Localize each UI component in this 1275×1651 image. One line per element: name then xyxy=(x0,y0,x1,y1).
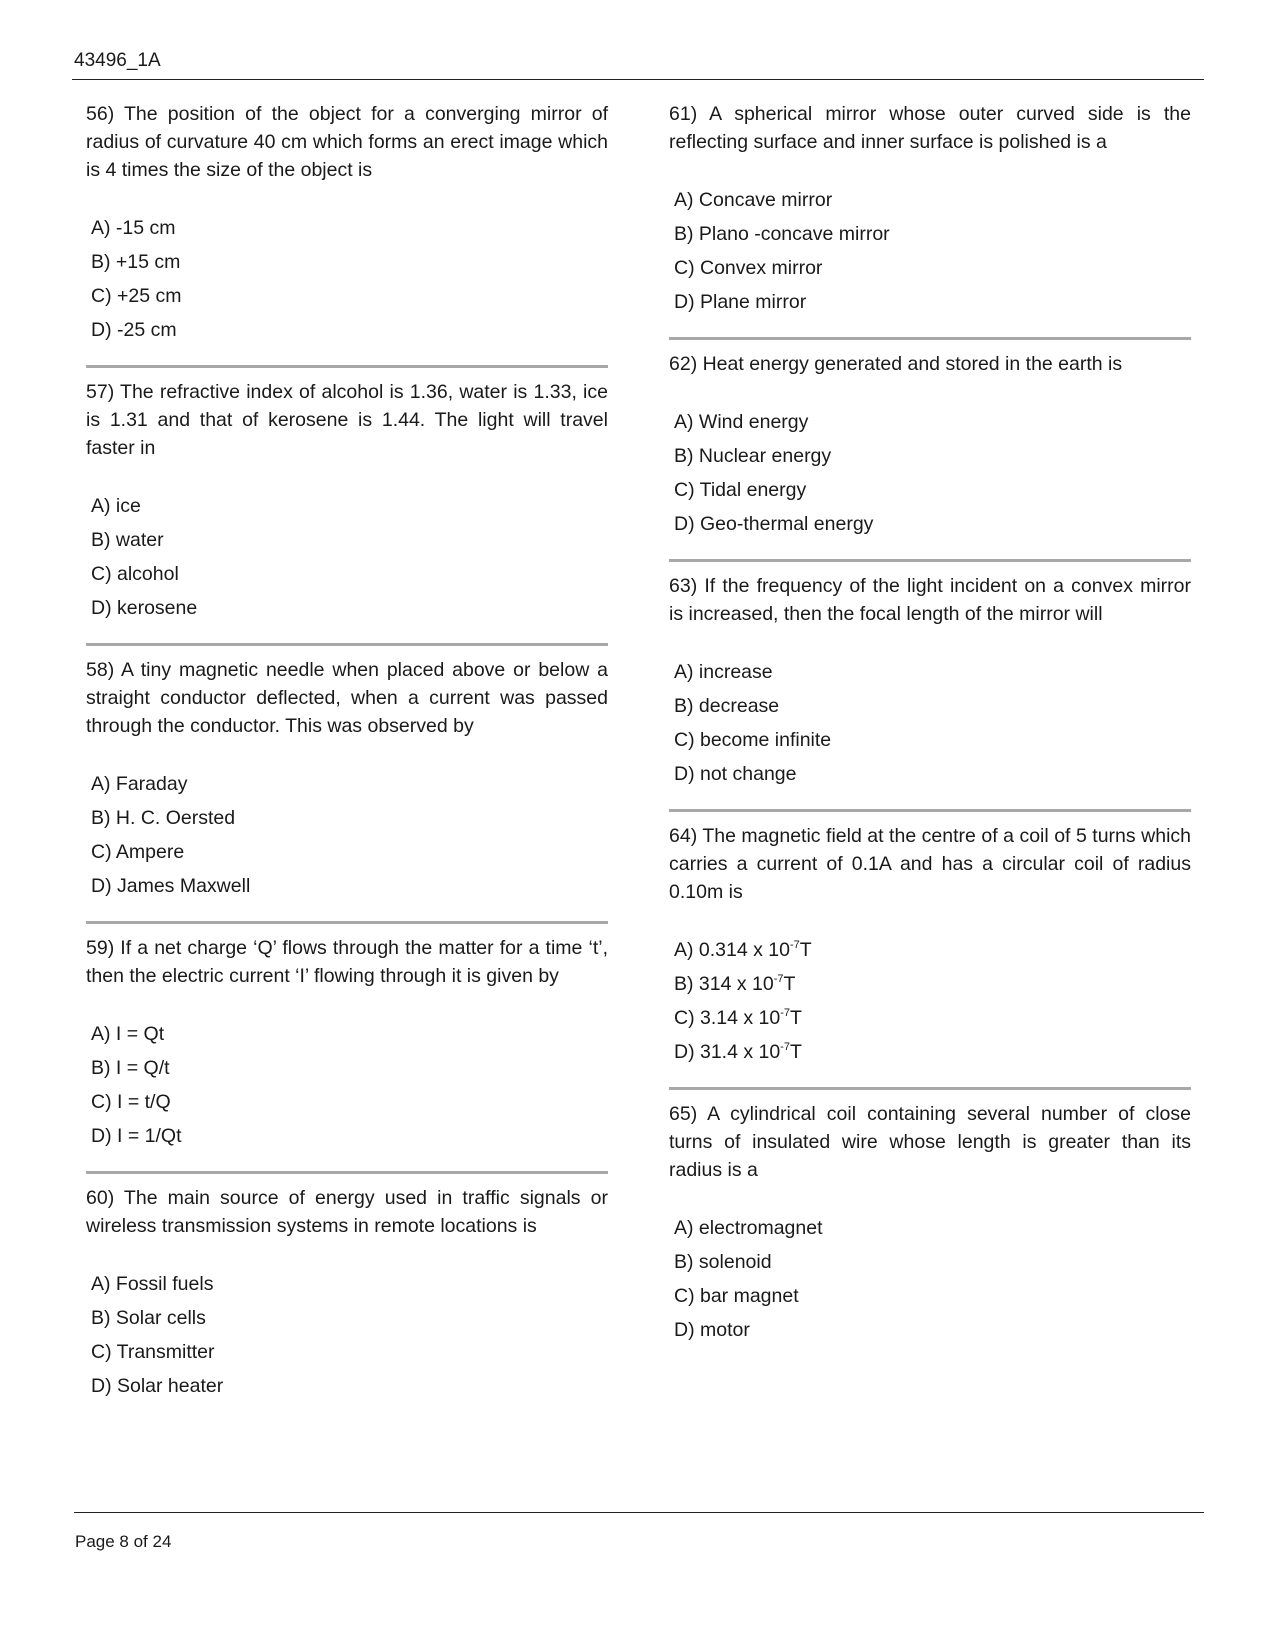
option-base: C) 3.14 x 10 xyxy=(674,1007,781,1029)
option-b xyxy=(669,967,1191,1001)
option-b: B) H. C. Oersted xyxy=(91,807,236,829)
option-d: D) Solar heater xyxy=(91,1375,224,1397)
option-b: B) decrease xyxy=(674,695,780,717)
option-d: D) kerosene xyxy=(91,597,198,619)
question-text: 62) Heat energy generated and stored in the earth is xyxy=(669,353,1123,375)
options-list xyxy=(86,489,608,625)
question-65 xyxy=(669,1100,1191,1347)
option-unit: T xyxy=(790,1007,802,1029)
options-list xyxy=(669,655,1191,791)
option-a: A) Concave mirror xyxy=(674,189,833,211)
option-b: B) I = Q/t xyxy=(91,1057,170,1079)
option-b: B) solenoid xyxy=(674,1251,772,1273)
question-text: 63) If the frequency of the light incident on a convex mirror is increased, then the focal length of the mirror will xyxy=(669,575,1191,625)
question-63 xyxy=(669,572,1191,791)
option-c: C) alcohol xyxy=(91,563,179,585)
question-text: 65) A cylindrical coil containing several number of close turns of insulated wire whose length is greater than its radius is a xyxy=(669,1103,1191,1181)
question-text: 60) The main source of energy used in traffic signals or wireless transmission systems in remote locations is xyxy=(86,1187,608,1237)
question-divider xyxy=(669,809,1191,812)
question-text: 61) A spherical mirror whose outer curved side is the reflecting surface and inner surface is polished is a xyxy=(669,103,1191,153)
option-d: D) I = 1/Qt xyxy=(91,1125,182,1147)
option-d: D) not change xyxy=(674,763,797,785)
option-a xyxy=(669,933,1191,967)
question-divider xyxy=(669,559,1191,562)
option-exponent: -7 xyxy=(780,1041,791,1053)
option-exponent: -7 xyxy=(773,973,784,985)
options-list xyxy=(669,933,1191,1069)
option-unit: T xyxy=(790,1041,802,1063)
option-d: D) Geo-thermal energy xyxy=(674,513,874,535)
option-a: A) electromagnet xyxy=(674,1217,823,1239)
option-b: B) Solar cells xyxy=(91,1307,206,1329)
question-61 xyxy=(669,100,1191,319)
option-unit: T xyxy=(783,973,796,995)
option-a: A) Faraday xyxy=(91,773,188,795)
options-list xyxy=(669,405,1191,541)
option-c: C) Transmitter xyxy=(91,1341,215,1363)
options-list xyxy=(86,767,608,903)
question-62 xyxy=(669,350,1191,541)
question-text: 58) A tiny magnetic needle when placed above or below a straight conductor deflected, when a current was passed through the conductor. This was observed by xyxy=(86,659,608,737)
options-list xyxy=(86,1017,608,1153)
option-exponent: -7 xyxy=(780,1007,791,1019)
option-exponent: -7 xyxy=(790,939,800,951)
question-divider xyxy=(86,1171,608,1174)
options-list xyxy=(669,1211,1191,1347)
question-59 xyxy=(86,934,608,1153)
option-base: A) 0.314 x 10 xyxy=(674,939,790,961)
option-c: C) Tidal energy xyxy=(674,479,807,501)
option-base: B) 314 x 10 xyxy=(674,973,774,995)
options-list xyxy=(86,1267,608,1403)
left-column xyxy=(86,100,608,1403)
option-base: D) 31.4 x 10 xyxy=(674,1041,781,1063)
question-divider xyxy=(86,643,608,646)
option-c: C) become infinite xyxy=(674,729,832,751)
option-unit: T xyxy=(799,939,812,961)
option-c: C) +25 cm xyxy=(91,285,182,307)
question-text: 59) If a net charge ‘Q’ flows through the matter for a time ‘t’, then the electric current ‘I’ flowing through it is given by xyxy=(86,937,608,987)
option-d: D) Plane mirror xyxy=(674,291,807,313)
document-code: 43496_1A xyxy=(74,50,161,71)
option-d: D) -25 cm xyxy=(91,319,177,341)
question-text: 56) The position of the object for a converging mirror of radius of curvature 40 cm which forms an erect image which is 4 times the size of the object is xyxy=(86,103,608,181)
question-divider xyxy=(86,365,608,368)
question-text: 57) The refractive index of alcohol is 1.36, water is 1.33, ice is 1.31 and that of kerosene is 1.44. The light will travel faster in xyxy=(86,381,608,459)
option-c: C) Convex mirror xyxy=(674,257,823,279)
question-57 xyxy=(86,378,608,625)
option-c: C) I = t/Q xyxy=(91,1091,171,1113)
option-c xyxy=(669,1001,1191,1035)
option-a: A) increase xyxy=(674,661,773,683)
page-number: Page 8 of 24 xyxy=(75,1532,172,1551)
question-60 xyxy=(86,1184,608,1403)
option-b: B) Plano -concave mirror xyxy=(674,223,890,245)
option-b: B) +15 cm xyxy=(91,251,181,273)
option-d: D) motor xyxy=(674,1319,750,1341)
question-64 xyxy=(669,822,1191,1069)
question-text: 64) The magnetic field at the centre of a coil of 5 turns which carries a current of 0.1A and has a circular coil of radius 0.10m is xyxy=(669,825,1191,903)
question-56 xyxy=(86,100,608,347)
options-list xyxy=(86,211,608,347)
option-a: A) Fossil fuels xyxy=(91,1273,214,1295)
question-58 xyxy=(86,656,608,903)
question-divider xyxy=(86,921,608,924)
option-b: B) water xyxy=(91,529,164,551)
option-a: A) ice xyxy=(91,495,141,517)
option-b: B) Nuclear energy xyxy=(674,445,832,467)
option-a: A) I = Qt xyxy=(91,1023,165,1045)
header-divider xyxy=(72,79,1204,80)
option-d xyxy=(669,1035,1191,1069)
option-c: C) Ampere xyxy=(91,841,185,863)
right-column xyxy=(669,100,1191,1347)
option-a: A) -15 cm xyxy=(91,217,176,239)
options-list xyxy=(669,183,1191,319)
question-divider xyxy=(669,1087,1191,1090)
footer-divider xyxy=(74,1512,1204,1513)
option-d: D) James Maxwell xyxy=(91,875,251,897)
question-divider xyxy=(669,337,1191,340)
option-a: A) Wind energy xyxy=(674,411,809,433)
option-c: C) bar magnet xyxy=(674,1285,799,1307)
